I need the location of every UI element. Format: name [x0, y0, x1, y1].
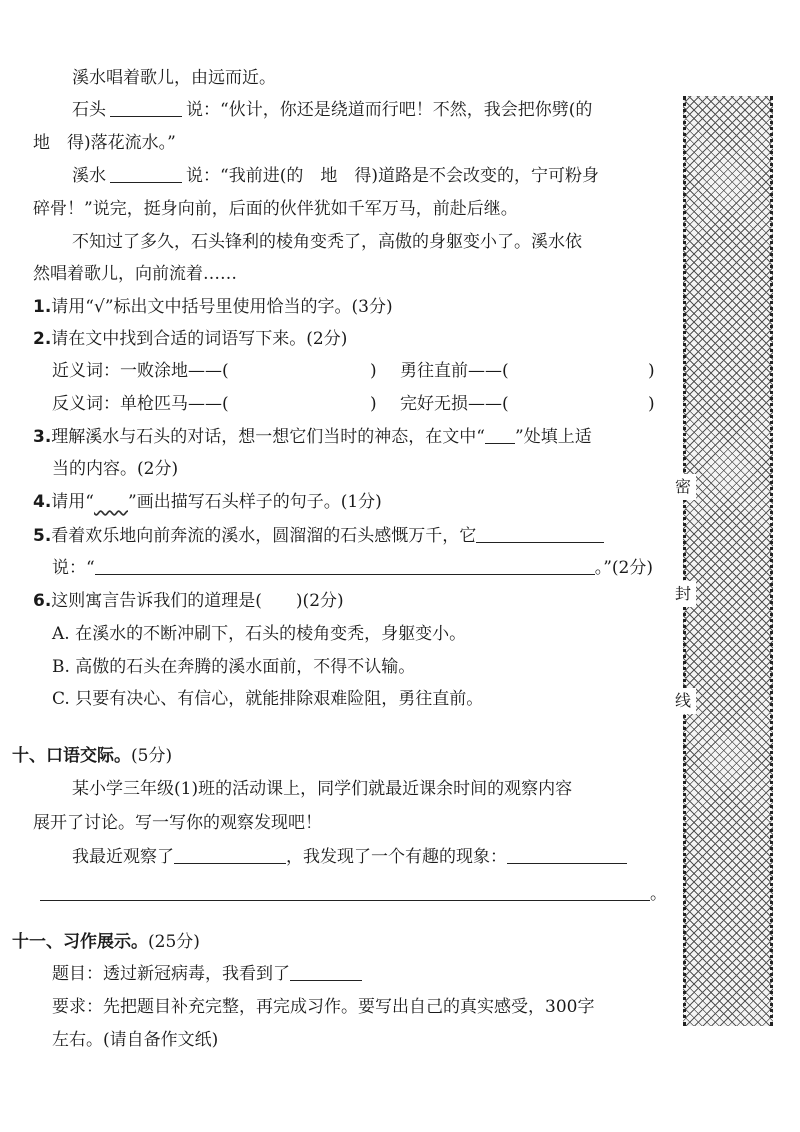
- synonym-row-2: [400, 359, 509, 383]
- paren-close: ): [648, 394, 655, 414]
- passage-paragraph: [72, 98, 592, 122]
- synonym-close-2: [648, 359, 655, 383]
- section-10-fill-2: [40, 882, 667, 906]
- fill-blank[interactable]: [110, 98, 182, 117]
- passage-text: 说：“伙计，你还是绕道而行吧！不然，我会把你劈(的: [186, 100, 593, 120]
- question-text: 理解溪水与石头的对话，想一想它们当时的神态，在文中“: [51, 427, 485, 447]
- question-number: 2.: [33, 329, 52, 349]
- passage-text: 地 得)落花流水。”: [33, 133, 176, 153]
- passage-paragraph: [72, 66, 276, 90]
- requirement-text: 要求：先把题目补充完整，再完成习作。要写出自己的真实感受，300字: [52, 997, 595, 1017]
- question-text: ”处填上适: [515, 427, 592, 447]
- antonym-close: [370, 392, 377, 416]
- section-11-req: [52, 1028, 218, 1052]
- synonym-label: 勇往直前——(: [400, 361, 509, 381]
- passage-text: 说：“我前进(的 地 得)道路是不会改变的，宁可粉身: [186, 166, 599, 186]
- paren-close: ): [370, 361, 377, 381]
- section-10-fill: [72, 845, 627, 869]
- option-text: B. 高傲的石头在奔腾的溪水面前，不得不认输。: [52, 657, 416, 677]
- option-text: A. 在溪水的不断冲刷下，石头的棱角变秃，身躯变小。: [52, 624, 467, 644]
- section-points: (5分): [131, 746, 173, 766]
- fill-blank[interactable]: [110, 164, 182, 183]
- question-3-cont: [52, 457, 178, 481]
- seal-char: 封: [670, 581, 696, 607]
- wavy-line-sample: [94, 492, 128, 512]
- option-text: C. 只要有决心、有信心，就能排除艰难险阻，勇往直前。: [52, 689, 484, 709]
- answer-blank[interactable]: [476, 524, 604, 543]
- question-number: 4.: [33, 492, 52, 512]
- section-title: 十、口语交际。: [12, 746, 131, 766]
- question-text: ”画出描写石头样子的句子。(1分): [128, 492, 382, 512]
- synonym-close: [370, 359, 377, 383]
- antonym-row: [52, 392, 229, 416]
- section-10-text: [72, 777, 572, 801]
- question-5: [33, 524, 604, 548]
- question-text: 请用“: [51, 492, 94, 512]
- synonym-row: [52, 359, 229, 383]
- antonym-close-2: [648, 392, 655, 416]
- fill-text: 。: [650, 884, 667, 904]
- option-b[interactable]: [52, 655, 415, 679]
- passage-paragraph: [72, 164, 599, 188]
- option-a[interactable]: [52, 622, 466, 646]
- question-text: 请在文中找到合适的词语写下来。(2分): [51, 329, 348, 349]
- requirement-text: 左右。(请自备作文纸): [52, 1030, 219, 1050]
- section-11-topic: [52, 962, 362, 986]
- question-text: 请用“√”标出文中括号里使用恰当的字。(3分): [51, 297, 393, 317]
- section-11-heading: [12, 930, 200, 954]
- question-4: [33, 490, 382, 514]
- paren-close: ): [648, 361, 655, 381]
- question-text: 说：“: [52, 558, 95, 578]
- section-10-heading: [12, 744, 172, 768]
- antonym-row-2: [400, 392, 509, 416]
- question-2: [33, 327, 347, 351]
- seal-char: 密: [670, 474, 696, 500]
- question-number: 5.: [33, 526, 52, 546]
- topic-text: 题目：透过新冠病毒，我看到了: [52, 964, 290, 984]
- binding-strip: [683, 96, 773, 1026]
- section-points: (25分): [148, 932, 200, 952]
- passage-text: 溪水唱着歌儿，由远而近。: [72, 68, 276, 88]
- question-5-cont: [52, 556, 653, 580]
- question-text: 当的内容。(2分): [52, 459, 179, 479]
- section-title: 十一、习作展示。: [12, 932, 148, 952]
- passage-paragraph: [72, 230, 582, 254]
- question-number: 6.: [33, 591, 52, 611]
- question-text: 。”(2分): [594, 558, 653, 578]
- question-6: [33, 589, 344, 613]
- synonym-label: 近义词：一败涂地——(: [52, 361, 229, 381]
- paragraph-text: 展开了讨论。写一写你的观察发现吧！: [33, 813, 322, 833]
- answer-blank[interactable]: [174, 845, 286, 864]
- answer-blank[interactable]: [95, 556, 595, 575]
- passage-text: 石头: [72, 100, 106, 120]
- answer-blank[interactable]: [290, 962, 362, 981]
- passage-line: [33, 131, 176, 155]
- antonym-label: 完好无损——(: [400, 394, 509, 414]
- passage-text: 碎骨！”说完，挺身向前，后面的伙伴犹如千军万马，前赴后继。: [33, 199, 518, 219]
- passage-line: [33, 197, 518, 221]
- paren-close: ): [370, 394, 377, 414]
- blank-sample: [485, 429, 515, 444]
- passage-text: 然唱着歌儿，向前流着……: [33, 264, 237, 284]
- fill-text: ，我发现了一个有趣的现象：: [286, 847, 507, 867]
- question-text: 看着欢乐地向前奔流的溪水，圆溜溜的石头感慨万千，它: [51, 526, 477, 546]
- seal-char: 线: [670, 688, 696, 714]
- passage-line: [33, 262, 237, 286]
- question-3: [33, 425, 592, 449]
- paragraph-text: 某小学三年级(1)班的活动课上，同学们就最近课余时间的观察内容: [72, 779, 573, 799]
- fill-text: 我最近观察了: [72, 847, 174, 867]
- question-number: 3.: [33, 427, 52, 447]
- section-11-req: [52, 995, 594, 1019]
- question-1: [33, 295, 393, 319]
- section-10-text: [33, 811, 322, 835]
- antonym-label: 反义词：单枪匹马——(: [52, 394, 229, 414]
- passage-text: 不知过了多久，石头锋利的棱角变秃了，高傲的身躯变小了。溪水依: [72, 232, 582, 252]
- answer-blank[interactable]: [507, 845, 627, 864]
- option-c[interactable]: [52, 687, 483, 711]
- question-text: 这则寓言告诉我们的道理是( )(2分): [51, 591, 344, 611]
- answer-blank[interactable]: [40, 882, 650, 901]
- question-number: 1.: [33, 297, 52, 317]
- passage-text: 溪水: [72, 166, 106, 186]
